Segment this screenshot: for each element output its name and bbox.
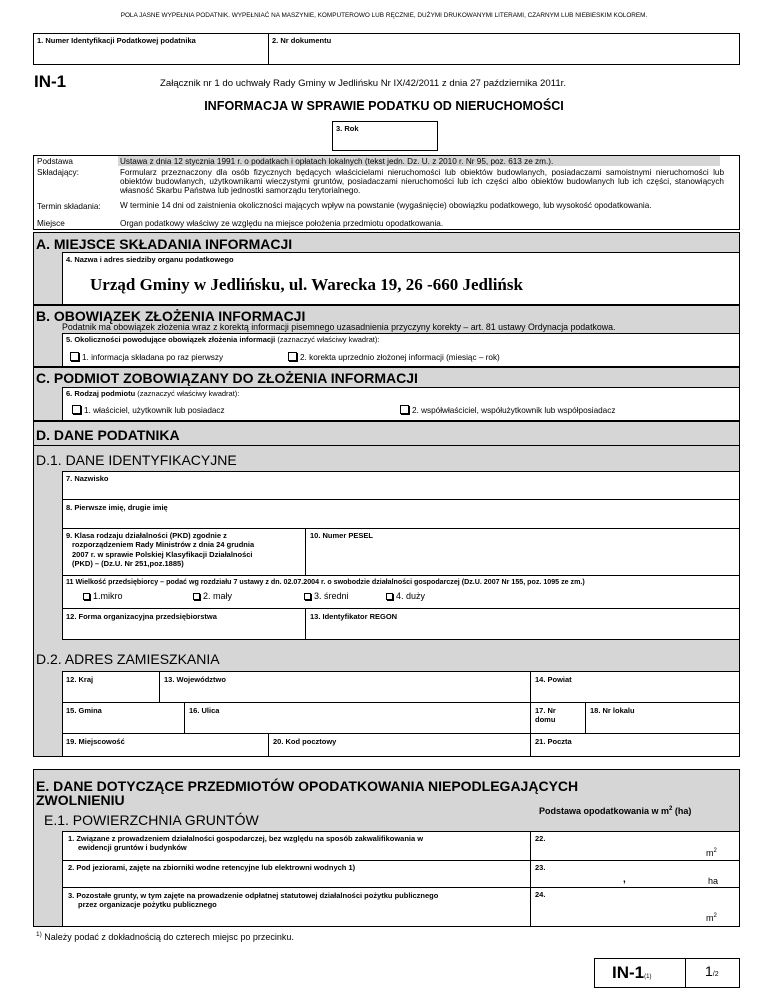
row3-label: 3. Pozostałe grunty, w tym zajęte na prowadzenie odpłatnej statutowej działalności pożytku publicznego przez organizacje pożytku publicznego	[68, 891, 439, 910]
row2-label: 2. Pod jeziorami, zajęte na zbiorniki wodne retencyjne lub elektrowni wodnych 1)	[68, 863, 356, 872]
org-form-label: 12. Forma organizacyjna przedsiębiorstwa	[66, 612, 217, 621]
skladajacy-label: Składający:	[37, 168, 79, 177]
form-code: IN-1	[34, 72, 67, 91]
regon-label: 13. Identyfikator REGON	[310, 612, 398, 621]
section-a-title: A. MIEJSCE SKŁADANIA INFORMACJI	[36, 236, 293, 252]
podstawa-label: Podstawa	[37, 157, 73, 166]
footer-code-text: IN-1(1)	[612, 963, 652, 982]
attachment-note: Załącznik nr 1 do uchwały Rady Gminy w Jedlińsku Nr IX/42/2011 z dnia 27 października 2011r.	[160, 78, 566, 89]
surname-field[interactable]	[62, 471, 740, 500]
basis-header: Podstawa opodatkowania w $m^2$ (ha)	[539, 806, 692, 816]
d1-title: D.1. DANE IDENTYFIKACYJNE	[36, 452, 237, 468]
skladajacy-text: Formularz przeznaczony dla osób fizycznych będących właścicielami nieruchomości lub obiektów budowlanych, posiadaczami samoistnymi nieruchomości lub obiektów budowlanych, użytkownikami wieczystymi gruntów, posiadaczami nieruchomości lub ich części albo obiektów budowlanych lub ich części, stanowiących własność Skarbu Państwa lub jednostki samorządu terytorialnego.	[120, 168, 724, 196]
divider	[33, 445, 740, 446]
size-option-medium[interactable]: 3. średni	[304, 591, 349, 601]
section-e-title: E. DANE DOTYCZĄCE PRZEDMIOTÓW OPODATKOWANIA NIEPODLEGAJĄCYCH ZWOLNIENIU	[36, 778, 579, 808]
voivodeship-label: 13. Województwo	[164, 675, 226, 684]
section-c-title: C. PODMIOT ZOBOWIĄZANY DO ZŁOŻENIA INFORMACJI	[36, 370, 418, 386]
year-label: 3. Rok	[336, 124, 359, 133]
nip-label: 1. Numer Identyfikacji Podatkowej podatnika	[37, 36, 196, 45]
termin-text: W terminie 14 dni od zaistnienia okoliczności mających wpływ na powstanie (wygaśnięcie) obowiązku podatkowego, lub wysokość opodatkowania.	[120, 201, 652, 210]
decimal-comma: ,	[623, 874, 626, 885]
checkbox-icon[interactable]	[72, 405, 81, 414]
field-24-number: 24.	[535, 890, 546, 899]
names-label: 8. Pierwsze imię, drugie imię	[66, 503, 168, 512]
option-co-owner[interactable]: 2. współwłaściciel, współużytkownik lub współposiadacz	[400, 405, 615, 415]
size-option-large[interactable]: 4. duży	[386, 591, 425, 601]
checkbox-icon[interactable]	[304, 593, 311, 600]
locality-label: 19. Miejscowość	[66, 737, 125, 746]
checkbox-icon[interactable]	[400, 405, 409, 414]
section-b-note: Podatnik ma obowiązek złożenia wraz z korektą informacji pisemnego uzasadnienia przyczyny korekty – art. 81 ustawy Ordynacja podatkowa.	[62, 322, 616, 332]
top-note: POLA JASNE WYPEŁNIA PODATNIK. WYPEŁNIAĆ NA MASZYNIE, KOMPUTEROWO LUB RĘCZNIE, DUŻYMI DRUKOWANYMI LITERAMI, CZARNYM LUB NIEBIESKIM KOLOREM.	[120, 12, 648, 19]
district-label: 14. Powiat	[535, 675, 572, 684]
option-owner[interactable]: 1. właściciel, użytkownik lub posiadacz	[72, 405, 225, 415]
miejsce-text: Organ podatkowy właściwy ze względu na miejsce położenia przedmiotu opodatkowania.	[120, 219, 444, 228]
surname-label: 7. Nazwisko	[66, 474, 109, 483]
unit-m2-24: $m^2$	[706, 913, 717, 923]
country-label: 12. Kraj	[66, 675, 94, 684]
circumstances-label: 5. Okoliczności powodujące obowiązek złożenia informacji (zaznaczyć właściwy kwadrat):	[66, 335, 380, 344]
document-number-label: 2. Nr dokumentu	[272, 36, 332, 45]
page-title: INFORMACJA W SPRAWIE PODATKU OD NIERUCHOMOŚCI	[204, 99, 564, 113]
row1-label: 1. Związane z prowadzeniem działalności gospodarczej, bez względu na sposób zakwalifikowania w ewidencji gruntów i budynków	[68, 834, 424, 853]
miejsce-label: Miejsce	[37, 219, 65, 228]
field-22-number: 22.	[535, 834, 546, 843]
checkbox-icon[interactable]	[83, 593, 90, 600]
office-label: 4. Nazwa i adres siedziby organu podatkowego	[66, 255, 234, 264]
podstawa-text: Ustawa z dnia 12 stycznia 1991 r. o podatkach i opłatach lokalnych (tekst jedn. Dz. U. z 2010 r. Nr 95, poz. 613 ze zm.).	[120, 157, 554, 166]
pkd-label: 9. Klasa rodzaju działalności (PKD) zgodnie z rozporządzeniem Rady Ministrów z dnia 24 grudnia 2007 r. w sprawie Polskiej Klasyfikacji Działalności (PKD) – (Dz.U. Nr 251,poz.1885)	[66, 531, 255, 569]
termin-label: Termin składania:	[37, 202, 101, 211]
section-b-title: B. OBOWIĄZEK ZŁOŻENIA INFORMACJI	[36, 308, 306, 324]
pesel-label: 10. Numer PESEL	[310, 531, 373, 540]
apartment-number-label: 18. Nr lokalu	[590, 706, 635, 715]
commune-label: 15. Gmina	[66, 706, 102, 715]
footer-page-number: 1/2	[705, 963, 719, 979]
enterprise-size-label: 11 Wielkość przedsiębiorcy – podać wg rozdziału 7 ustawy z dn. 02.07.2004 r. o swobodzie działalności gospodarczej (Dz.U. 2007 Nr 155, poz. 1095 ze zm.)	[66, 578, 585, 586]
post-office-label: 21. Poczta	[535, 737, 572, 746]
footnote: $^{1)}$ Należy podać z dokładnością do czterech miejsc po przecinku.	[36, 931, 294, 942]
option-correction[interactable]: 2. korekta uprzednio złożonej informacji (miesiąc – rok)	[288, 352, 500, 362]
office-name: Urząd Gminy w Jedlińsku, ul. Warecka 19, 26 -660 Jedlińsk	[90, 275, 523, 294]
entity-type-label: 6. Rodzaj podmiotu (zaznaczyć właściwy kwadrat):	[66, 389, 240, 398]
checkbox-icon[interactable]	[70, 352, 79, 361]
document-number-field[interactable]	[268, 33, 740, 65]
d2-title: D.2. ADRES ZAMIESZKANIA	[36, 651, 220, 667]
checkbox-icon[interactable]	[193, 593, 200, 600]
size-option-micro[interactable]: 1.mikro	[83, 591, 123, 601]
field-23-number: 23.	[535, 863, 546, 872]
size-option-small[interactable]: 2. mały	[193, 591, 232, 601]
checkbox-icon[interactable]	[386, 593, 393, 600]
postal-code-label: 20. Kod pocztowy	[273, 737, 337, 746]
unit-ha-23: ha	[708, 876, 719, 886]
street-label: 16. Ulica	[189, 706, 220, 715]
unit-m2-22: $m^2$	[706, 848, 717, 858]
street-field[interactable]	[184, 702, 531, 734]
house-number-label: 17. Nr domu	[535, 706, 556, 724]
section-d-title: D. DANE PODATNIKA	[36, 427, 180, 443]
e1-title: E.1. POWIERZCHNIA GRUNTÓW	[44, 812, 259, 828]
checkbox-icon[interactable]	[288, 352, 297, 361]
option-first-time[interactable]: 1. informacja składana po raz pierwszy	[70, 352, 223, 362]
